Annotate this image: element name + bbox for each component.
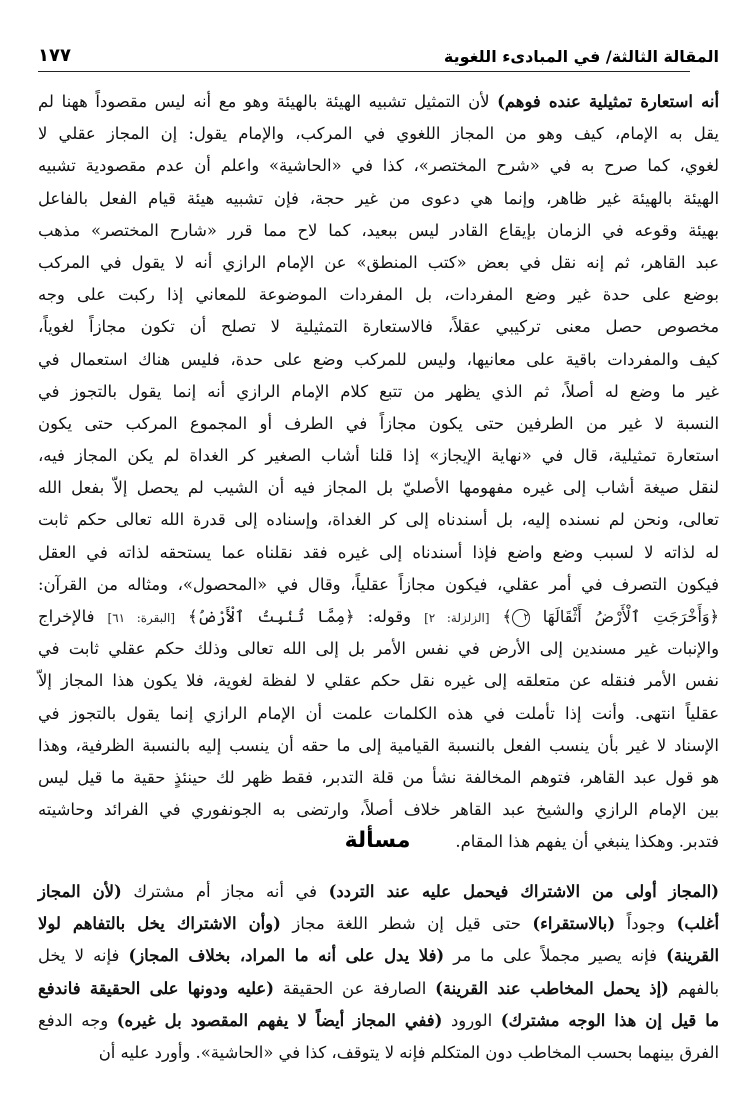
sharh-text: نفس الأمر فنقله عن متعلقه إلى غيره نقل حكم عقلي لا لفظة لغوية، فلا يكون هذا المجاز إلاّ xyxy=(38,671,719,691)
bold-matn-text: (وأن الاشتراك يخل بالتفاهم لولا xyxy=(38,914,281,934)
sharh-text: لنقل صيغة أشاب إلى غيره مفهومها الأصليّ بل المجاز فيه أن الشيب لم يحصل إلاّ بفعل الله xyxy=(38,478,719,498)
text-line xyxy=(38,247,719,279)
bold-matn-text: القرينة) xyxy=(666,946,719,966)
bold-matn-text: ما قيل إن هذا الوجه مشترك) xyxy=(500,1010,719,1030)
bold-matn-text: (فلا يدل على أنه ما المراد، بخلاف المجاز) xyxy=(128,946,445,966)
text-line xyxy=(38,150,719,182)
text-line xyxy=(38,376,719,408)
sharh-text: عبد القاهر، ثم إنه نقل في بعض «كتب المنطق» عن الإمام الرازي أنه لا يقول في المركب xyxy=(38,252,719,272)
sharh-text: الهيئة بالهيئة غير ظاهر، وإنما هي دعوى من غير حجة، فإن تشبيه هيئة قيام الفعل بالفاعل xyxy=(38,188,719,208)
sharh-text: والإنبات غير مسندين إلى الأرض في نفس الأمر بل إلى الله تعالى وذلك حكم عقلي ثابت في xyxy=(38,639,719,659)
sharh-text xyxy=(175,607,188,626)
sharh-text: الورود xyxy=(442,1010,501,1030)
text-line xyxy=(38,118,719,150)
sharh-text: فيكون التصرف في أمر عقلي، فيكون مجازاً عقلياً، وقال في «المحصول»، ومثاله من القرآن: xyxy=(38,574,719,594)
sharh-text: وجه الدفع xyxy=(38,1010,117,1030)
text-line xyxy=(38,973,719,1005)
commentary-paragraph xyxy=(38,86,719,859)
text-line xyxy=(38,908,719,940)
text-line xyxy=(38,311,719,343)
sharh-text: مخصوص حصل معنى تركيبي عقلاً، فالاستعارة التمثيلية لا تصلح أن تكون مجازاً لغوياً، xyxy=(38,317,719,337)
text-line xyxy=(38,279,719,311)
sharh-text: فإنه لا يخل xyxy=(38,946,129,966)
text-line xyxy=(38,762,719,794)
sharh-text: لأن التمثيل تشبيه الهيئة بالهيئة وهو مع أنه ليس مقصوداً ههنا لم xyxy=(38,92,498,111)
quran-verse: ﴿مِمَّا تُنۢبِتُ ٱلْأَرْضُ﴾ xyxy=(188,607,355,626)
quran-verse: ﴿وَأَخْرَجَتِ ٱلْأَرْضُ أَثْقَالَهَا xyxy=(529,607,719,626)
running-header xyxy=(38,38,719,66)
sharh-text: يقل به الإمام، كيف وهو من المجاز اللغوي في المركب، والإمام يقول: إن المجاز عقلي لا xyxy=(38,124,719,144)
text-line xyxy=(38,794,719,826)
text-line xyxy=(38,1037,719,1069)
verse-reference: [البقرة: ٦١] xyxy=(107,611,176,625)
bold-matn-text: (لأن المجاز xyxy=(38,882,122,901)
bold-matn-text: (ففي المجاز أيضاً لا يفهم المقصود بل غيره) xyxy=(116,1010,443,1030)
bold-matn-text: أنه استعارة تمثيلية عنده فوهم) xyxy=(497,92,719,111)
bold-matn-text: (عليه ودونها على الحقيقة فاندفع xyxy=(38,978,274,998)
text-line xyxy=(38,633,719,665)
text-line xyxy=(38,569,719,601)
verse-reference: [الزلزلة: ٢] xyxy=(424,611,490,625)
sharh-text: عقلياً انتهى. وأنت إذا تأملت في هذه الكلمات علمت أن الإمام الرازي إنما يقول بالتجوز في xyxy=(38,703,719,723)
bold-matn-text: أغلب) xyxy=(676,914,719,934)
text-line xyxy=(38,876,719,908)
sharh-text: فالإخراج xyxy=(38,607,108,626)
section-paragraph xyxy=(38,876,719,1069)
sharh-text: لغوي، كما صرح به في «شرح المختصر»، كذا في «الحاشية» واعلم أن عدم مقصودية تشبيه xyxy=(38,156,719,176)
text-line xyxy=(38,408,719,440)
bold-matn-text: (إذ يحمل المخاطب عند القرينة) xyxy=(435,978,669,998)
text-line xyxy=(38,698,719,730)
ayah-number-icon: ٢ xyxy=(512,609,530,627)
sharh-text: بين الإمام الرازي والشيخ عبد القاهر خلاف أصلاً، وارتضى به الجونفوري في الفرائد وحاشيته xyxy=(38,800,719,820)
sharh-text: الصارفة عن الحقيقة xyxy=(273,978,436,998)
sharh-text: فإنه يصير مجملاً على ما مر xyxy=(444,946,667,966)
sharh-text: الفرق بينهما بحسب المخاطب دون المتكلم فإنه لا يتوقف، كذا في «الحاشية». وأورد عليه أن xyxy=(98,1042,719,1062)
header-divider xyxy=(38,71,690,72)
sharh-text: غير ما وضع له أصلاً، ثم الذي يظهر من تتبع كلام الإمام الرازي أنه إنما يقول بالتجوز في xyxy=(38,381,719,401)
sharh-text: الإسناد لا غير بأن ينسب الفعل بالنسبة القيامية إلى ما حقه أن ينسب إليه بالنسبة الظرفية، وهذا xyxy=(38,735,719,755)
sharh-text: هو قول عبد القاهر، فتوهم المخالفة نشأ من قلة التدبر، فقط ظهر لك حينئذٍ حقية ما قيل ليس xyxy=(38,767,719,787)
sharh-text: بهيئة وقوعه في الزمان بإيقاع القادر ليس ببعيد، كما لاح مما قرر «شارح المختصر» مذهب xyxy=(38,220,719,240)
section-heading: مسألة xyxy=(344,828,411,853)
bold-matn-text: (المجاز أولى من الاشتراك فيحمل عليه عند التردد) xyxy=(328,882,719,901)
bold-matn-text: (بالاستقراء) xyxy=(532,914,616,934)
text-line xyxy=(38,344,719,376)
running-header-title: المقالة الثالثة/ في المبادىء اللغوية xyxy=(443,47,719,66)
sharh-text: له لذاته لا لسبب وضع واضع فإذا أسندناه إلى غيره فقد نقلناه عما يستحقه لذاته في العقل xyxy=(38,542,719,562)
sharh-text: في أنه مجاز أم مشترك xyxy=(121,882,329,901)
sharh-text: كيف والمفردات باقية على معانيها، وليس للمركب وضع على حدة، فليس هناك استعمال في xyxy=(38,349,719,369)
sharh-text: بوضع على حدة غير وضع المفردات، بل المفردات الموضوعة للمعاني إذا ركبت على وجه xyxy=(38,285,719,305)
text-line xyxy=(38,940,719,972)
sharh-text: بالفهم xyxy=(668,978,720,998)
text-line xyxy=(38,86,719,118)
sharh-text: تعالى، ونحن لم نسنده إليه، بل أسندناه إلى كر الغداة، وإسناده إلى قدرة الله تعالى حكم ثابت xyxy=(38,510,719,530)
text-line xyxy=(38,440,719,472)
text-line xyxy=(38,504,719,536)
sharh-text: النسبة لا غير من الطرفين حتى يكون مجازاً في الطرف أو المجموع المركب حتى يكون xyxy=(38,413,719,433)
text-line xyxy=(38,215,719,247)
sharh-text: وجوداً xyxy=(615,914,677,934)
text-line xyxy=(38,537,719,569)
text-line xyxy=(38,472,719,504)
page-number: ١٧٧ xyxy=(38,45,71,66)
text-line xyxy=(38,183,719,215)
sharh-text: استعارة تمثيلية، قال في «نهاية الإيجاز» إذا قلنا أشاب الصغير كر الغداة لم يكن المجاز فيه، xyxy=(38,446,719,466)
sharh-text: وقوله: xyxy=(354,607,425,626)
sharh-text: حتى قيل إن شطر اللغة مجاز xyxy=(280,914,533,934)
text-line xyxy=(38,730,719,762)
text-line xyxy=(38,601,719,633)
text-line xyxy=(38,1005,719,1037)
quran-verse: ﴾ xyxy=(489,607,512,626)
sharh-text: فتدبر. وهكذا ينبغي أن يفهم هذا المقام. xyxy=(455,832,719,852)
text-line xyxy=(38,665,719,697)
